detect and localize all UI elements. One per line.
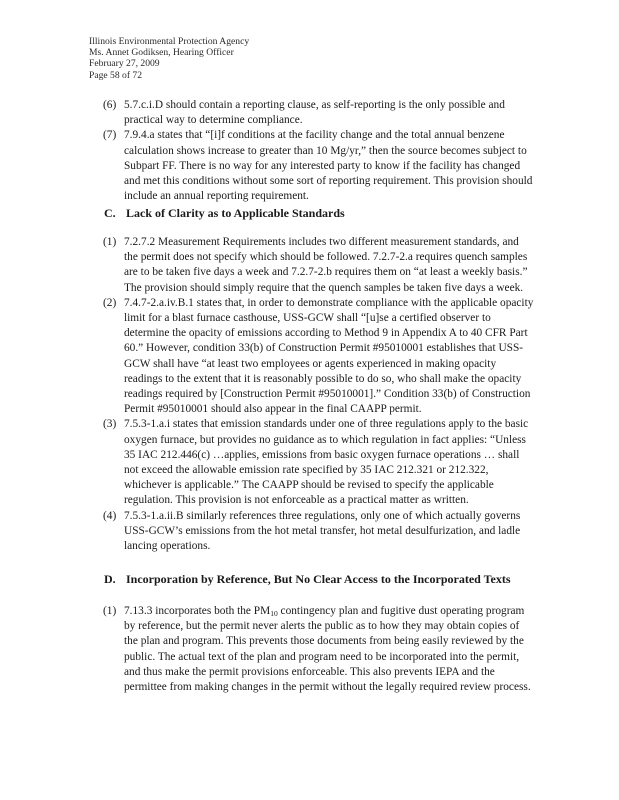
item-text: 7.5.3-1.a.ii.B similarly references three regulations, only one of which actually governs USS-GCW’s emissions from the hot metal transfer, hot metal desulfurization, and ladle lancing operations. [124, 509, 521, 553]
header-page-number: Page 58 of 72 [89, 69, 143, 81]
section-letter: D. [104, 572, 116, 586]
page-header [89, 36, 249, 81]
section-d-heading [104, 572, 511, 587]
continued-items-list [103, 98, 535, 204]
item-text: 7.2.7.2 Measurement Requirements includes two different measurement standards, and the permit does not specify which should be followed. 7.2.7-2.a requires quench samples are to be taken five days a week and 7.2.7-2.b requires them on “at least a weekly basis.” The provision should simply require that the quench samples be taken five days a week. [124, 236, 528, 294]
list-item [103, 128, 535, 204]
item-number: (3) [103, 418, 117, 431]
list-item [103, 98, 535, 128]
item-text: 5.7.c.i.D should contain a reporting clause, as self-reporting is the only possible and practical way to determine compliance. [124, 99, 505, 127]
header-agency: Illinois Environmental Protection Agency [89, 36, 250, 47]
item-number: (2) [103, 296, 117, 309]
item-number: (7) [103, 129, 117, 142]
item-number: (1) [103, 236, 117, 248]
item-text: 7.4.7-2.a.iv.B.1 states that, in order to demonstrate compliance with the applicable opacity limit for a blast furnace casthouse, USS-GCW shall “[u]se a certified observer to determine the opacity of emissions according to Method 9 in Appendix A to 40 CFR Part 60.” However, condition 33(b) of Construction Permit #95010001 establishes that USS-GCW shall have “at least two employees or agents experienced in making opacity readings to the extent that it is reasonably possible to do so, who shall make the opacity readings required by [Construction Permit #95010001].” Condition 33(b) of Construction Permit #95010001 should also appear in the final CAAPP permit. [124, 296, 534, 416]
item-text: 7.9.4.a states that “[i]f conditions at the facility change and the total annual benzene calculation shows increase to greater than 10 Mg/yr,” then the source becomes subject to Subpart FF. There is no way for any interested party to know if the facility has changed and met this conditions without some sort of reporting requirement. This provision should include an annual reporting requirement. [124, 129, 533, 203]
header-officer: Ms. Annet Godiksen, Hearing Officer [89, 47, 234, 59]
list-item [103, 604, 535, 695]
item-number: (4) [103, 509, 117, 522]
item-text-start: 7.13.3 incorporates both the PM [124, 605, 271, 617]
list-item [103, 417, 535, 508]
section-title: Lack of Clarity as to Applicable Standards [126, 206, 345, 220]
item-number: (1) [103, 605, 117, 617]
item-number: (6) [103, 99, 117, 111]
item-text-rest: contingency plan and fugitive dust operating program by reference, but the permit never alerts the public as to how they may obtain copies of the plan and program. This prevents those documents from being easily reviewed by the public. The actual text of the plan and program need to be incorporated into the permit, and thus make the permit provisions enforceable. This also prevents IEPA and the permittee from making changes in the permit without the legally required review process. [124, 605, 531, 694]
section-title: Incorporation by Reference, But No Clear Access to the Incorporated Texts [126, 572, 511, 586]
section-d-list [103, 604, 535, 695]
list-item [103, 235, 535, 296]
pm-subscript: 10 [270, 609, 278, 618]
section-c-heading [104, 206, 345, 221]
list-item [103, 509, 535, 555]
list-item [103, 296, 535, 418]
item-text: 7.5.3-1.a.i states that emission standards under one of three regulations apply to the basic oxygen furnace, but provides no guidance as to which regulation in fact applies: “Unless 35 IAC 212.446(c) …applies, emissions from basic oxygen furnace operations … shall not exceed the allowable emission rate specified by 35 IAC 212.321 or 212.322, whichever is applicable.” The CAAPP should be revised to specify the applicable regulation. This provision is not enforceable as a practical matter as written. [124, 418, 529, 507]
section-letter: C. [104, 206, 116, 220]
header-date: February 27, 2009 [89, 58, 160, 70]
section-c-list [103, 235, 535, 554]
item-text [124, 604, 535, 695]
